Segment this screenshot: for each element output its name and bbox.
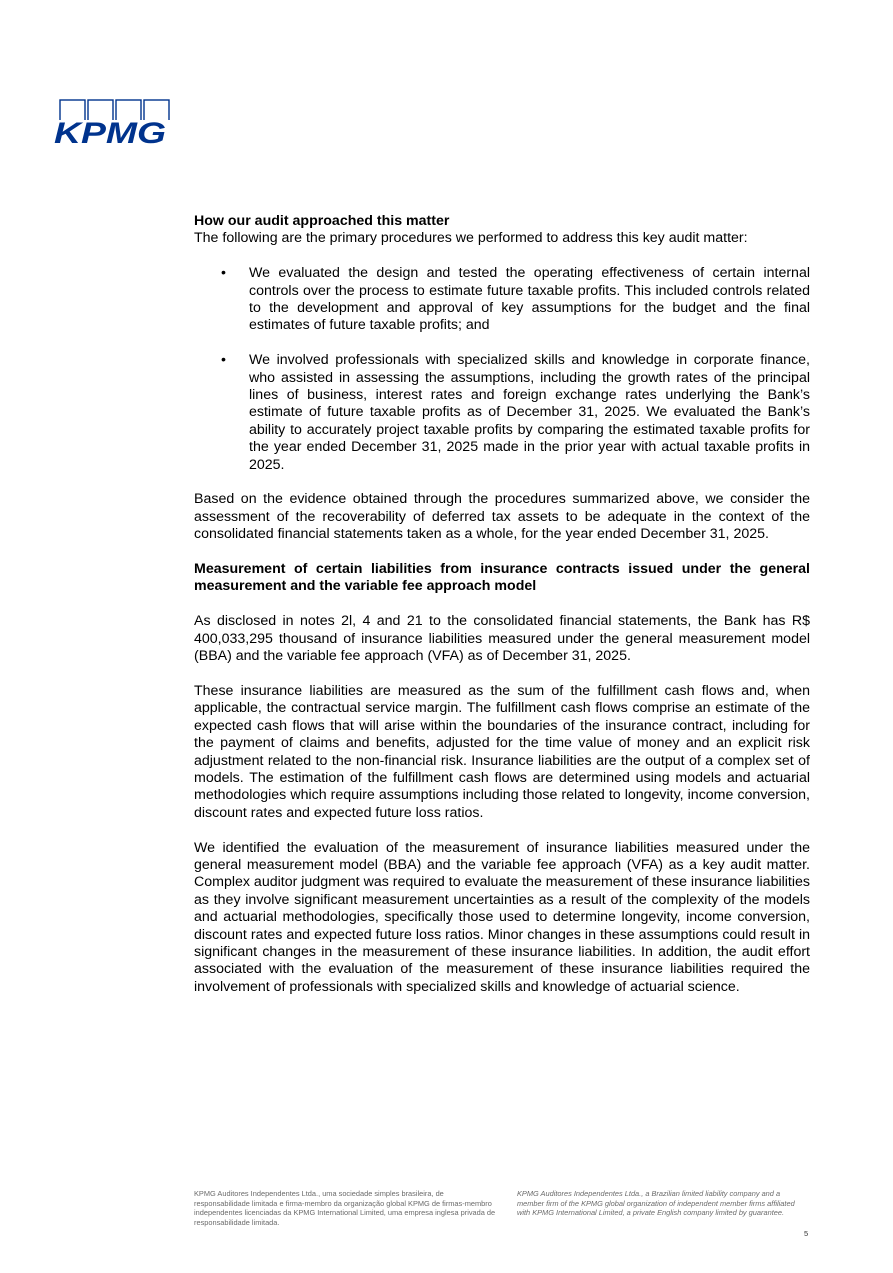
section2-paragraph: As disclosed in notes 2l, 4 and 21 to the consolidated financial statements, the Bank has R$ 400,033,295 thousand of insurance liabilities measured under the general measurement model (BBA) and the variable fee approach (VFA) as of December 31, 2025. [194, 613, 810, 665]
footer-disclaimer-portuguese: KPMG Auditores Independentes Ltda., uma sociedade simples brasileira, de responsabilidade limitada e firma-membro da organização global KPMG de firmas-membro independentes licenciadas da KPMG International Limited, uma empresa inglesa privada de responsabilidade limitada. [194, 1189, 496, 1227]
list-item [194, 352, 810, 474]
list-item-text: We involved professionals with specialized skills and knowledge in corporate finance, who assisted in assessing the assumptions, including the growth rates of the principal lines of business, interest rates and foreign exchange rates underlying the Bank’s estimate of future taxable profits as of December 31, 2025. We evaluated the Bank’s ability to accurately project taxable profits by comparing the estimated taxable profits for the year ended December 31, 2025 made in the prior year with actual taxable profits in 2025. [249, 352, 810, 473]
logo-text: KPMG [54, 117, 166, 147]
section2-heading: Measurement of certain liabilities from insurance contracts issued under the general measurement and the variable fee approach model [194, 561, 810, 595]
kpmg-logo [54, 99, 170, 147]
list-item-text: We evaluated the design and tested the operating effectiveness of certain internal controls over the process to estimate future taxable profits. This included controls related to the development and approval of key assumptions for the budget and the final estimates of future taxable profits; and [249, 265, 810, 334]
bullet-icon: • [221, 352, 226, 369]
document-body [194, 213, 810, 996]
page-number: 5 [804, 1229, 809, 1238]
section1-intro: The following are the primary procedures we performed to address this key audit matter: [194, 230, 748, 247]
section2-paragraph: These insurance liabilities are measured as the sum of the fulfillment cash flows and, when applicable, the contractual service margin. The fulfillment cash flows comprise an estimate of the expected cash flows that will arise within the boundaries of the insurance contract, including for the payment of claims and benefits, adjusted for the time value of money and an explicit risk adjustment related to the non-financial risk. Insurance liabilities are the output of a complex set of models. The estimation of the fulfillment cash flows are determined using models and actuarial methodologies which require assumptions including those related to longevity, income conversion, discount rates and expected future loss ratios. [194, 682, 810, 821]
procedures-list [194, 265, 810, 474]
kpmg-logo-graphic [54, 99, 170, 147]
footer-disclaimer-english: KPMG Auditores Independentes Ltda., a Brazilian limited liability company and a member firm of the KPMG global organization of independent member firms affiliated with KPMG International Limited, a private English company limited by guarantee. [517, 1189, 795, 1218]
section1-conclusion: Based on the evidence obtained through the procedures summarized above, we consider the assessment of the recoverability of deferred tax assets to be adequate in the context of the consolidated financial statements taken as a whole, for the year ended December 31, 2025. [194, 491, 810, 543]
list-item [194, 265, 810, 335]
section2-paragraph: We identified the evaluation of the measurement of insurance liabilities measured under the general measurement model (BBA) and the variable fee approach (VFA) as a key audit matter. Complex auditor judgment was required to evaluate the measurement of these insurance liabilities as they involve significant measurement uncertainties as a result of the complexity of the models and actuarial methodologies, specifically those used to determine longevity, income conversion, discount rates and expected future loss ratios. Minor changes in these assumptions could result in significant changes in the measurement of these insurance liabilities. In addition, the audit effort associated with the evaluation of the measurement of these insurance liabilities required the involvement of professionals with specialized skills and knowledge of actuarial science. [194, 839, 810, 995]
section1-heading: How our audit approached this matter [194, 213, 450, 229]
bullet-icon: • [221, 265, 226, 282]
